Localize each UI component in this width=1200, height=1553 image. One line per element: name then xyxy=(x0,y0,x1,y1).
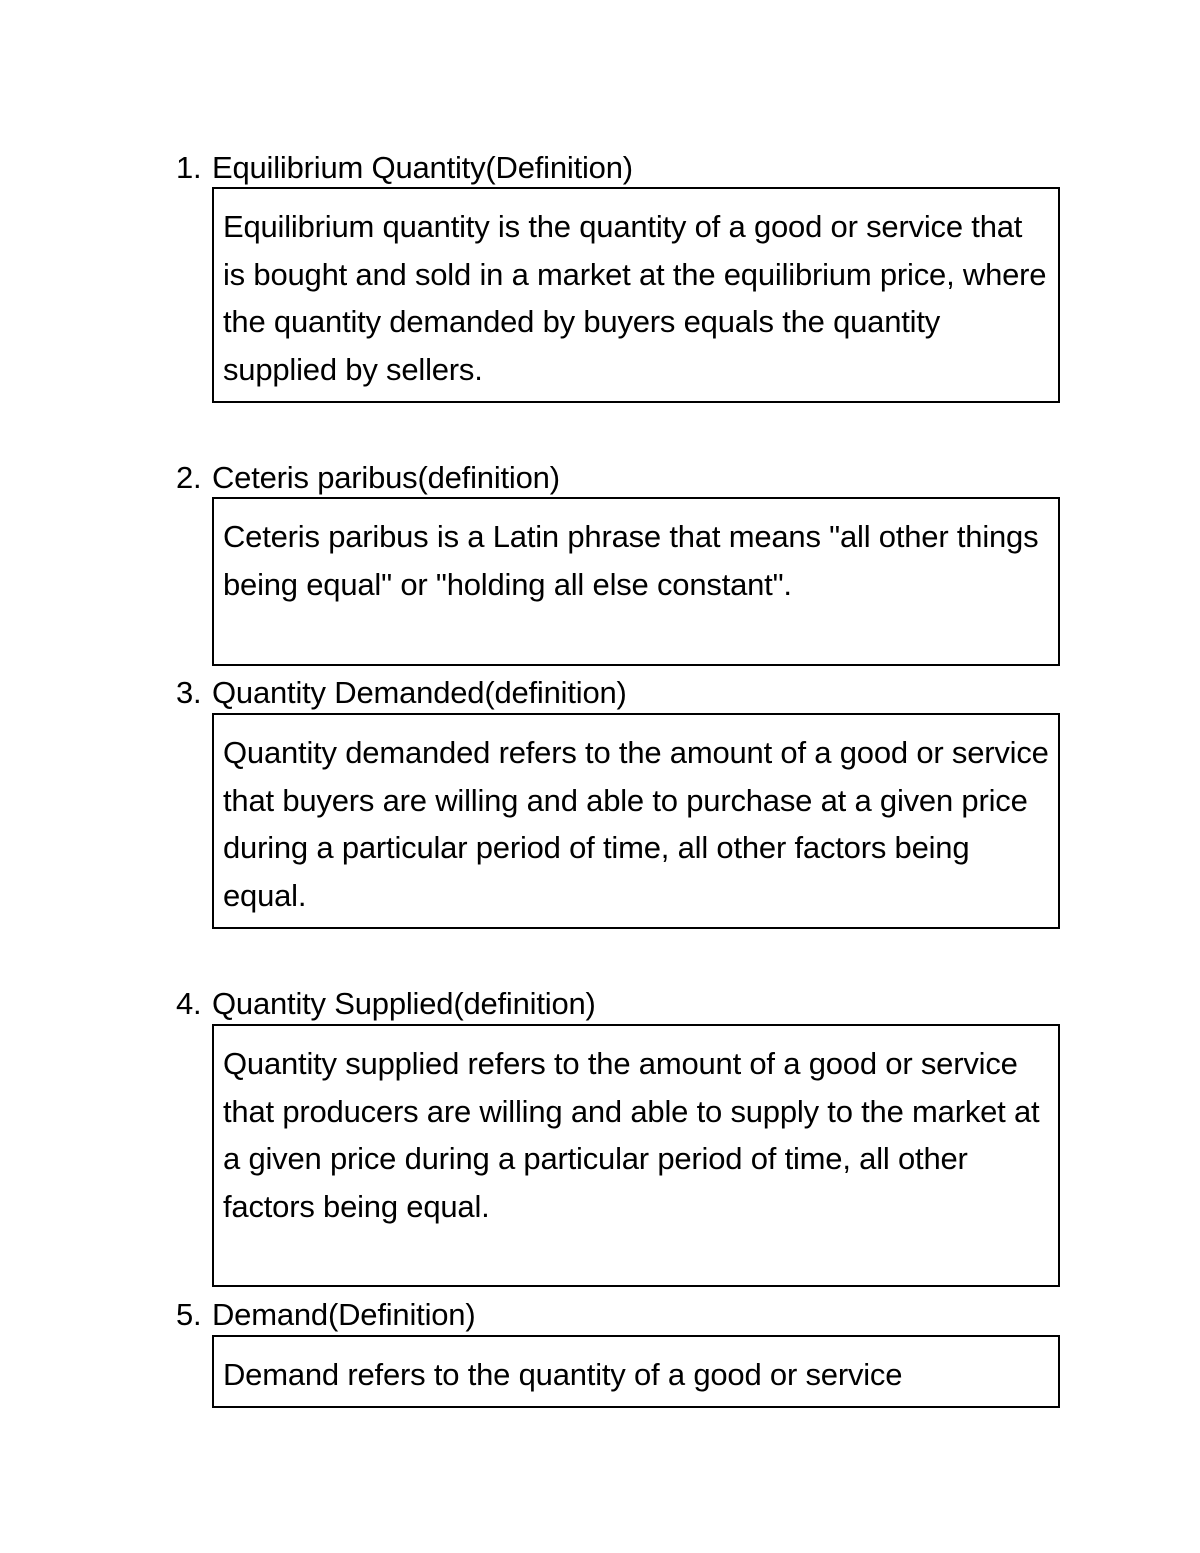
definition-box-5 xyxy=(212,1335,1060,1408)
item-number: 3. xyxy=(176,675,202,710)
definition-text: Quantity demanded refers to the amount of a good or service that buyers are willing and able to purchase at a given price during a particular period of time, all other factors being equal. xyxy=(223,735,1049,913)
definition-box-3 xyxy=(212,713,1060,929)
definition-box-4 xyxy=(212,1024,1060,1287)
definition-box-1 xyxy=(212,187,1060,403)
item-heading-1 xyxy=(176,150,633,186)
definition-text: Ceteris paribus is a Latin phrase that means "all other things being equal" or "holding all else constant". xyxy=(223,519,1039,602)
item-number: 5. xyxy=(176,1297,202,1332)
definition-text: Demand refers to the quantity of a good or service xyxy=(223,1357,903,1392)
item-heading-2 xyxy=(176,460,560,496)
item-heading-3 xyxy=(176,675,627,711)
item-number: 2. xyxy=(176,460,202,495)
item-title: Quantity Demanded(definition) xyxy=(212,675,627,710)
item-heading-4 xyxy=(176,986,596,1022)
item-title: Equilibrium Quantity(Definition) xyxy=(212,150,633,185)
item-number: 4. xyxy=(176,986,202,1021)
definition-text: Equilibrium quantity is the quantity of a good or service that is bought and sold in a market at the equilibrium price, where the quantity demanded by buyers equals the quantity supplied by sellers. xyxy=(223,209,1047,387)
item-title: Demand(Definition) xyxy=(212,1297,476,1332)
item-number: 1. xyxy=(176,150,202,185)
definition-box-2 xyxy=(212,497,1060,666)
item-title: Ceteris paribus(definition) xyxy=(212,460,560,495)
item-heading-5 xyxy=(176,1297,475,1333)
item-title: Quantity Supplied(definition) xyxy=(212,986,596,1021)
definition-text: Quantity supplied refers to the amount of a good or service that producers are willing and able to supply to the market at a given price during a particular period of time, all other factors being equal. xyxy=(223,1046,1040,1224)
